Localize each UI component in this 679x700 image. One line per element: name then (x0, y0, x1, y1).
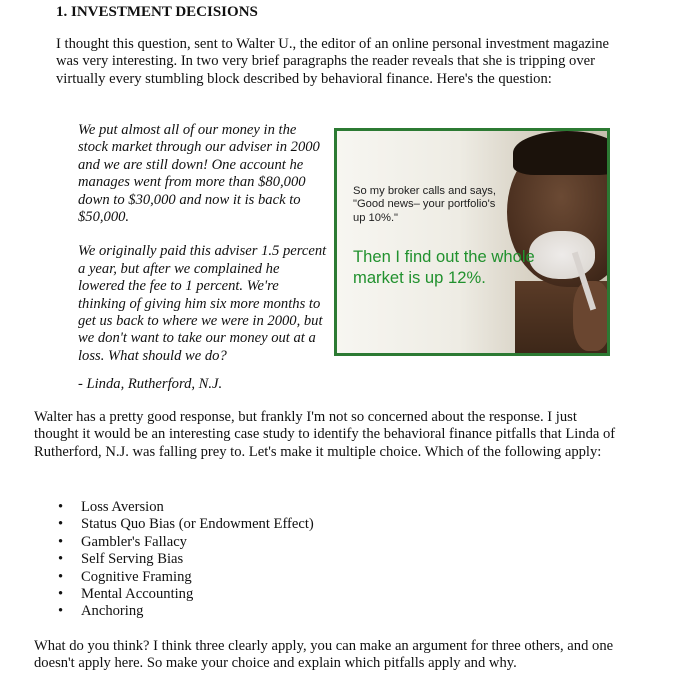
reader-question (78, 122, 328, 365)
list-item: • Cognitive Framing (56, 569, 314, 586)
list-item: • Anchoring (56, 603, 314, 620)
discussion-paragraph: Walter has a pretty good response, but frankly I'm not so concerned about the response. I just thought it would be an interesting case study to identify the behavioral finance pitfalls that Linda of Rutherford, N.J. was falling prey to. Let's make it multiple choice. Which of the following apply: (34, 409, 616, 460)
section-heading: 1. INVESTMENT DECISIONS (56, 4, 258, 20)
intro-paragraph: I thought this question, sent to Walter U., the editor of an online personal investment magazine was very interesting. In two very brief paragraphs the reader reveals that she is tripping over virtually every stumbling block described by behavioral finance. Here's the question: (56, 36, 609, 87)
ad-big-caption: Then I find out the whole market is up 12%. (353, 247, 535, 287)
quote-attribution: - Linda, Rutherford, N.J. (78, 376, 223, 392)
man-hair-shape (513, 131, 610, 175)
ad-small-caption: So my broker calls and says, "Good news– your portfolio's up 10%." (353, 185, 497, 224)
quote-paragraph-1: We put almost all of our money in the stock market through our adviser in 2000 and we are still down! One account he manages went from more than $80,000 down to $30,000 and now it is back to $50,000. (78, 122, 320, 226)
closing-paragraph: What do you think? I think three clearly apply, you can make an argument for three others, and one doesn't apply here. So make your choice and explain which pitfalls apply and why. (34, 638, 614, 672)
cartoon-ad-image (334, 128, 610, 356)
list-item: • Gambler's Fallacy (56, 534, 314, 551)
hand-shape (573, 281, 610, 351)
list-item: • Mental Accounting (56, 586, 314, 603)
pitfall-list (56, 499, 314, 621)
list-item: • Status Quo Bias (or Endowment Effect) (56, 516, 314, 533)
list-item: • Loss Aversion (56, 499, 314, 516)
quote-paragraph-2: We originally paid this adviser 1.5 percent a year, but after we complained he lowered the fee to 1 percent. We're thinking of giving him six more months to get us back to where we were in 2000, but we don't want to take our money out at a loss. What should we do? (78, 243, 327, 364)
list-item: • Self Serving Bias (56, 551, 314, 568)
